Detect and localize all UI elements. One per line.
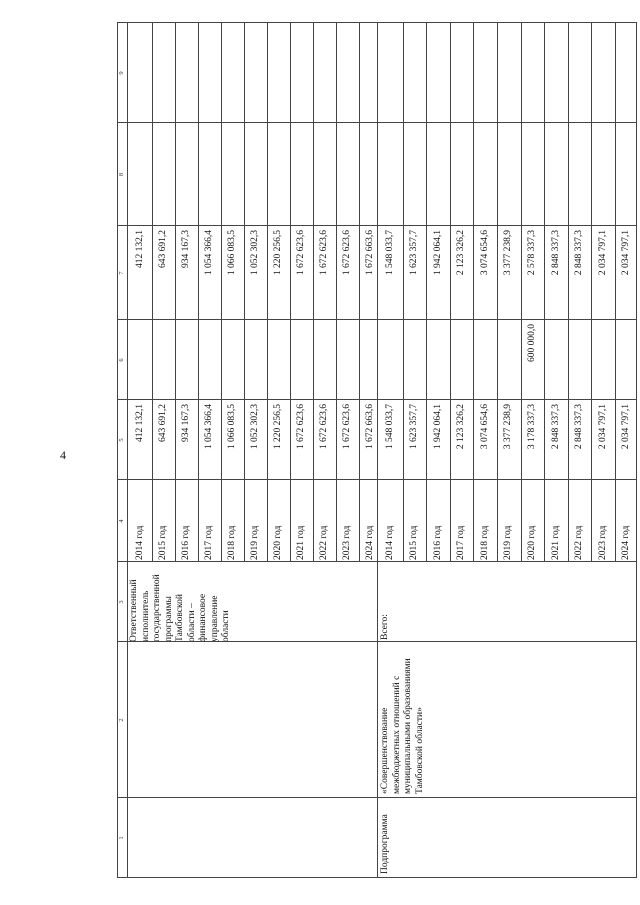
grid-hline [473, 23, 474, 562]
amount-regional-cell: 1 052 302,3 [250, 230, 260, 276]
year-cell: 2014 год [385, 525, 396, 560]
subprogram-name-cell: «Совершенствование межбюджетных отношений с муниципальными образованиями Тамбовской области» [380, 658, 425, 794]
budget-table [117, 23, 637, 878]
year-cell: 2019 год [250, 525, 260, 560]
year-cell: 2016 год [181, 525, 191, 560]
amount-regional-cell: 934 167,3 [181, 230, 191, 268]
amount-total-cell: 1 672 663,6 [365, 404, 375, 450]
column-number-9: 9 [118, 71, 125, 75]
amount-regional-cell: 2 034 797,1 [621, 230, 632, 276]
amount-regional-cell: 3 377 238,9 [503, 230, 514, 276]
column-number-1: 1 [118, 836, 125, 840]
responsible-executor-cell: Ответственный исполнитель государственной программы Тамбовской области – финансовое управление области [129, 574, 231, 642]
grid-hline [544, 23, 545, 562]
amount-regional-cell: 2 123 326,2 [456, 230, 467, 276]
amount-regional-cell: 1 220 256,5 [273, 230, 283, 276]
amount-regional-cell: 2 848 337,3 [574, 230, 585, 276]
amount-total-cell: 934 167,3 [181, 404, 191, 442]
page-number: 4 [60, 448, 66, 462]
amount-federal-cell: 600 000,0 [526, 324, 537, 362]
grid-hline [117, 23, 118, 878]
year-cell: 2022 год [319, 525, 329, 560]
year-cell: 2024 год [365, 525, 375, 560]
year-cell: 2015 год [158, 525, 168, 560]
grid-hline [267, 23, 268, 562]
amount-total-cell: 1 066 083,5 [227, 404, 237, 450]
amount-regional-cell: 2 848 337,3 [550, 230, 561, 276]
grid-hline [636, 23, 637, 878]
grid-hline [127, 23, 128, 878]
amount-total-cell: 2 123 326,2 [456, 404, 467, 450]
grid-hline [290, 23, 291, 562]
grid-hline [336, 23, 337, 562]
grid-hline [615, 23, 616, 562]
amount-total-cell: 2 848 337,3 [550, 404, 561, 450]
amount-total-cell: 2 034 797,1 [621, 404, 632, 450]
amount-total-cell: 3 178 337,3 [526, 404, 537, 450]
amount-total-cell: 3 074 654,6 [479, 404, 490, 450]
grid-hline [198, 23, 199, 562]
column-number-8: 8 [118, 172, 125, 177]
amount-regional-cell: 1 054 366,4 [204, 230, 214, 276]
grid-hline [377, 23, 378, 878]
year-cell: 2019 год [503, 525, 514, 560]
grid-hline [450, 23, 451, 562]
amount-total-cell: 3 377 238,9 [503, 404, 514, 450]
column-number-6: 6 [118, 358, 125, 362]
amount-regional-cell: 1 942 064,1 [432, 230, 443, 276]
year-cell: 2021 год [550, 525, 561, 560]
column-number-2: 2 [118, 718, 125, 722]
amount-regional-cell: 1 672 623,6 [342, 230, 352, 276]
amount-total-cell: 1 623 357,7 [408, 404, 419, 450]
amount-total-cell: 1 052 302,3 [250, 404, 260, 450]
amount-regional-cell: 3 074 654,6 [479, 230, 490, 276]
year-cell: 2023 год [342, 525, 352, 560]
amount-regional-cell: 1 672 663,6 [365, 230, 375, 276]
grid-hline [221, 23, 222, 562]
grid-hline [359, 23, 360, 562]
amount-total-cell: 1 672 623,6 [319, 404, 329, 450]
amount-regional-cell: 1 672 623,6 [319, 230, 329, 276]
column-number-5: 5 [118, 438, 125, 442]
year-cell: 2014 год [135, 525, 145, 560]
amount-regional-cell: 1 066 083,5 [227, 230, 237, 276]
grid-hline [426, 23, 427, 562]
amount-regional-cell: 1 672 623,6 [296, 230, 306, 276]
grid-hline [591, 23, 592, 562]
year-cell: 2018 год [479, 525, 490, 560]
column-number-3: 3 [118, 600, 125, 604]
year-cell: 2017 год [456, 525, 467, 560]
amount-regional-cell: 412 132,1 [135, 230, 145, 268]
year-cell: 2020 год [273, 525, 283, 560]
amount-total-cell: 1 942 064,1 [432, 404, 443, 450]
amount-total-cell: 643 691,2 [158, 404, 168, 442]
year-cell: 2021 год [296, 525, 306, 560]
grid-hline [244, 23, 245, 562]
amount-total-cell: 2 848 337,3 [574, 404, 585, 450]
column-number-4: 4 [118, 519, 125, 523]
grid-hline [152, 23, 153, 562]
year-cell: 2016 год [432, 525, 443, 560]
year-cell: 2024 год [621, 525, 632, 560]
amount-regional-cell: 1 623 357,7 [408, 230, 419, 276]
amount-regional-cell: 2 578 337,3 [526, 230, 537, 276]
grid-hline [175, 23, 176, 562]
grid-hline [403, 23, 404, 562]
year-cell: 2017 год [204, 525, 214, 560]
amount-total-cell: 1 220 256,5 [273, 404, 283, 450]
year-cell: 2015 год [408, 525, 419, 560]
amount-total-cell: 1 054 366,4 [204, 404, 214, 450]
grid-hline [568, 23, 569, 562]
grid-hline [521, 23, 522, 562]
amount-total-cell: 2 034 797,1 [597, 404, 608, 450]
grid-hline [313, 23, 314, 562]
column-number-7: 7 [118, 271, 125, 275]
amount-regional-cell: 2 034 797,1 [597, 230, 608, 276]
amount-regional-cell: 1 548 033,7 [385, 230, 396, 276]
grid-hline [497, 23, 498, 562]
amount-total-cell: 412 132,1 [135, 404, 145, 442]
year-cell: 2022 год [574, 525, 585, 560]
amount-regional-cell: 643 691,2 [158, 230, 168, 268]
amount-total-cell: 1 672 623,6 [296, 404, 306, 450]
year-cell: 2023 год [597, 525, 608, 560]
year-cell: 2020 год [526, 525, 537, 560]
subprogram-total-label: Всего: [380, 614, 390, 640]
year-cell: 2018 год [227, 525, 237, 560]
subprogram-label: Подпрограмма [380, 814, 390, 874]
amount-total-cell: 1 548 033,7 [385, 404, 396, 450]
amount-total-cell: 1 672 623,6 [342, 404, 352, 450]
